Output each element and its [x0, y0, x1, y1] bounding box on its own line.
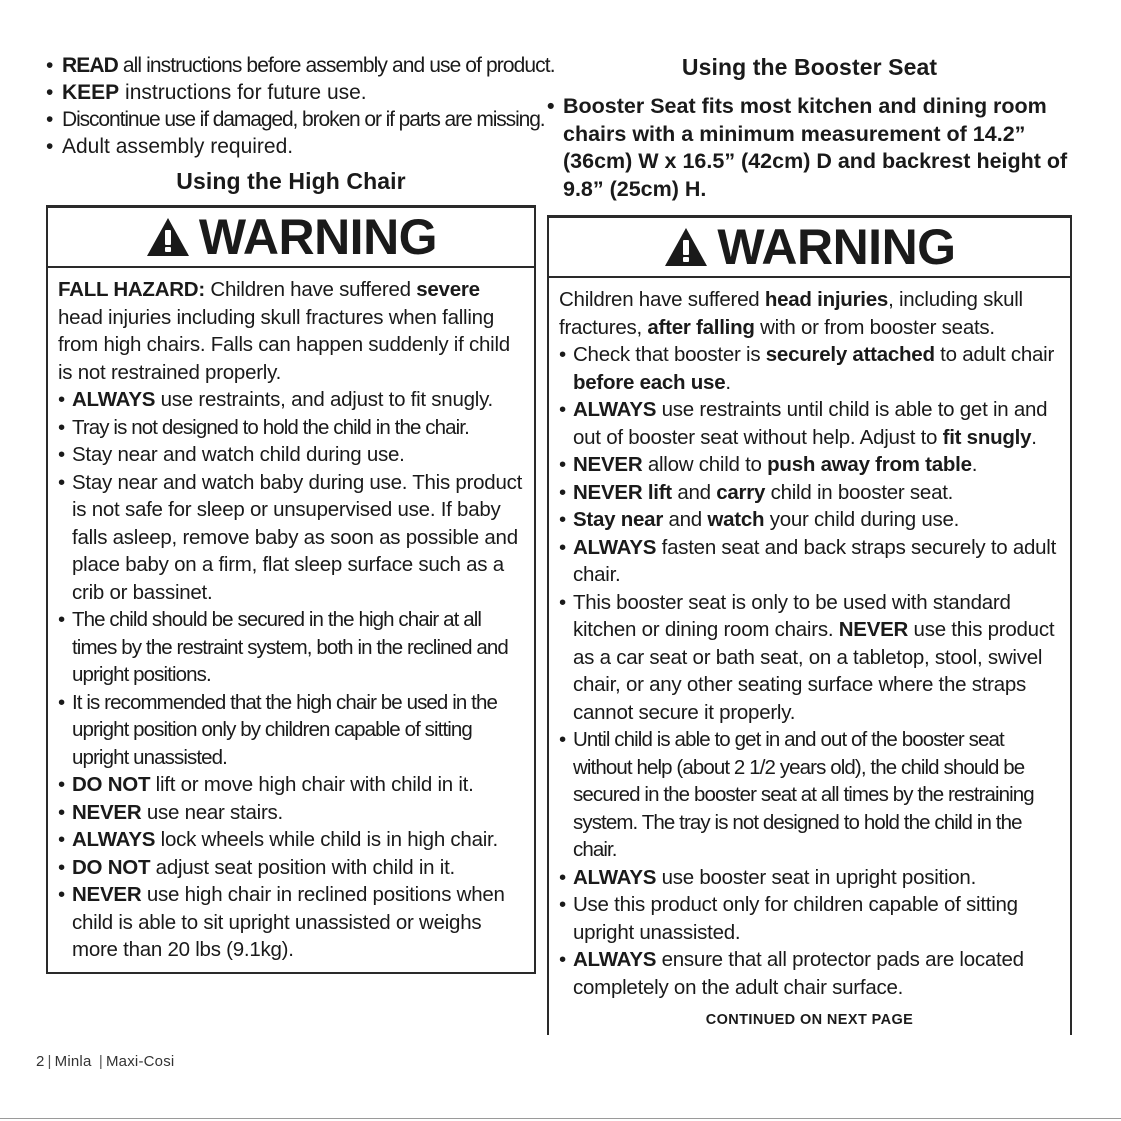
warning-label: WARNING [717, 219, 956, 275]
list-item: • KEEP instructions for future use. [46, 79, 536, 106]
warning-header [549, 218, 1070, 278]
list-item: • ALWAYS use restraints, and adjust to fit snugly. [58, 386, 524, 414]
high-chair-title: Using the High Chair [176, 168, 406, 194]
list-item: • NEVER allow child to push away from table. [559, 451, 1060, 479]
booster-seat-title: Using the Booster Seat [681, 54, 938, 80]
list-item: • READ all instructions before assembly and use of product. [46, 52, 536, 79]
booster-intro-list [547, 93, 1072, 203]
list-item: • Adult assembly required. [46, 133, 536, 160]
warning-triangle-icon [663, 226, 709, 268]
list-item: • Check that booster is securely attached to adult chair before each use. [559, 341, 1060, 396]
list-item: • Use this product only for children capable of sitting upright unassisted. [559, 891, 1060, 946]
list-item: • Booster Seat fits most kitchen and dining room chairs with a minimum measurement of 14.2” (36cm) W x 16.5” (42cm) D and backrest height of 9.8” (25cm) H. [547, 93, 1072, 203]
warning-body [48, 268, 534, 972]
list-item: • DO NOT adjust seat position with child in it. [58, 854, 524, 882]
list-item: • Tray is not designed to hold the child in the chair. [58, 414, 524, 442]
bottom-rule [0, 1118, 1121, 1119]
product-name: Minla [54, 1053, 92, 1070]
list-item: • DO NOT lift or move high chair with child in it. [58, 771, 524, 799]
right-column [547, 52, 1072, 1035]
warning-lead: Children have suffered head injuries, including skull fractures, after falling with or from booster seats. [559, 288, 1023, 339]
page-number: 2 [36, 1053, 45, 1070]
warning-list [58, 386, 524, 964]
footer-divider: | [47, 1053, 52, 1070]
list-item: • ALWAYS fasten seat and back straps securely to adult chair. [559, 534, 1060, 589]
page-footer [36, 1053, 174, 1070]
list-item: • Until child is able to get in and out of the booster seat without help (about 2 1/2 years old), the child should be secured in the booster seat at all times by the restraining system. The tray is not designed to hold the child in the chair. [559, 726, 1060, 864]
list-item: • NEVER lift and carry child in booster seat. [559, 479, 1060, 507]
list-item: • Stay near and watch baby during use. This product is not safe for sleep or unsupervised use. If baby falls asleep, remove baby as soon as possible and place baby on a firm, flat sleep surface such as a crib or bassinet. [58, 469, 524, 607]
booster-warning-box [547, 215, 1072, 1035]
list-item: • It is recommended that the high chair be used in the upright position only by children capable of sitting upright unassisted. [58, 689, 524, 772]
continued-note: CONTINUED ON NEXT PAGE [705, 1012, 914, 1028]
list-item: • NEVER use near stairs. [58, 799, 524, 827]
warning-list [559, 341, 1060, 1001]
list-item: • ALWAYS use restraints until child is able to get in and out of booster seat without help. Adjust to fit snugly. [559, 396, 1060, 451]
list-item: • This booster seat is only to be used with standard kitchen or dining room chairs. NEVER use this product as a car seat or bath seat, on a tabletop, stool, swivel chair, or any other seating surface where the straps cannot secure it properly. [559, 589, 1060, 727]
warning-label: WARNING [198, 209, 438, 265]
warning-body [549, 278, 1070, 1043]
list-item: • ALWAYS use booster seat in upright position. [559, 864, 1060, 892]
warning-header [48, 208, 534, 268]
warning-lead: FALL HAZARD: Children have suffered severe head injuries including skull fractures when falling from high chairs. Falls can happen suddenly if child is not restrained properly. [58, 278, 510, 384]
left-column [46, 52, 555, 974]
list-item: • ALWAYS lock wheels while child is in high chair. [58, 826, 524, 854]
brand-name: Maxi-Cosi [105, 1053, 175, 1070]
list-item: • Stay near and watch child during use. [58, 441, 524, 469]
footer-divider: | [94, 1053, 103, 1070]
intro-list [46, 52, 555, 160]
high-chair-warning-box [46, 205, 536, 974]
list-item: • ALWAYS ensure that all protector pads are located completely on the adult chair surface. [559, 946, 1060, 1001]
list-item: • Discontinue use if damaged, broken or if parts are missing. [46, 106, 536, 133]
warning-triangle-icon [145, 216, 191, 258]
list-item: • The child should be secured in the high chair at all times by the restraint system, both in the reclined and upright positions. [58, 606, 524, 689]
list-item: • Stay near and watch your child during use. [559, 506, 1060, 534]
list-item: • NEVER use high chair in reclined positions when child is able to sit upright unassisted or weighs more than 20 lbs (9.1kg). [58, 881, 524, 964]
